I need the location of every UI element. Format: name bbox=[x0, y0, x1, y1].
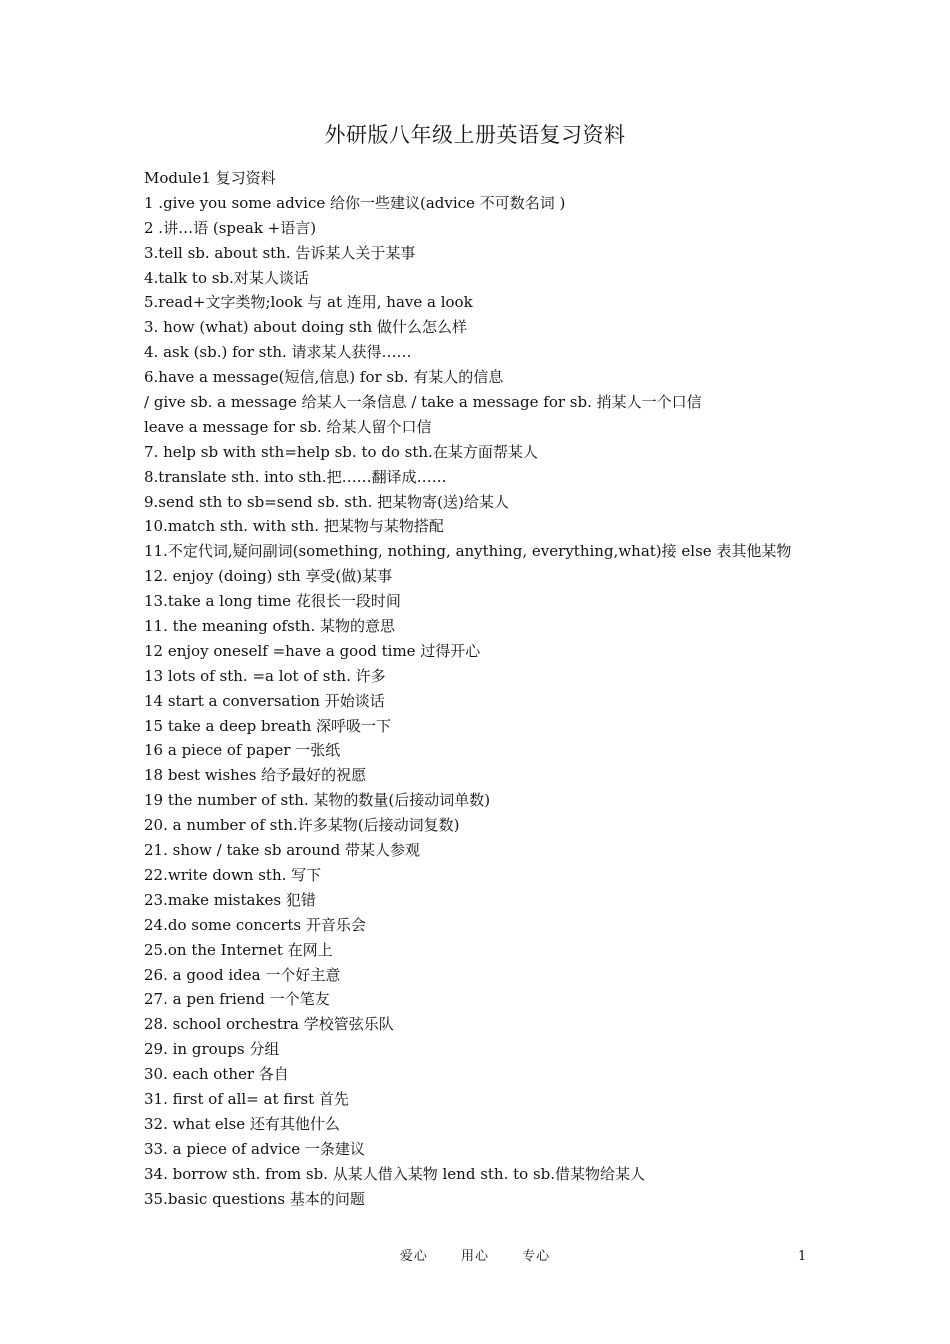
text-line: 11.不定代词,疑问副词(something, nothing, anything, everything,what)接 else 表其他某物 bbox=[144, 542, 792, 561]
footer-item: 专心 bbox=[522, 1249, 551, 1264]
text-line: 13 lots of sth. =a lot of sth. 许多 bbox=[144, 666, 386, 685]
text-line: 9.send sth to sb=send sb. sth. 把某物寄(送)给某人 bbox=[144, 492, 509, 511]
text-line: 19 the number of sth. 某物的数量(后接动词单数) bbox=[144, 791, 491, 810]
page-number: 1 bbox=[798, 1249, 807, 1264]
text-line: 4.talk to sb.对某人谈话 bbox=[144, 268, 309, 287]
text-line: 23.make mistakes 犯错 bbox=[144, 890, 316, 909]
text-line: 20. a number of sth.许多某物(后接动词复数) bbox=[144, 816, 460, 835]
text-line: 7. help sb with sth=help sb. to do sth.在某方面帮某人 bbox=[144, 442, 538, 461]
text-line: 24.do some concerts 开音乐会 bbox=[144, 915, 366, 934]
text-line: 3. how (what) about doing sth 做什么怎么样 bbox=[144, 318, 467, 337]
text-line: 21. show / take sb around 带某人参观 bbox=[144, 841, 421, 860]
page-footer bbox=[0, 1248, 950, 1266]
document-body bbox=[144, 166, 864, 1211]
text-line: 4. ask (sb.) for sth. 请求某人获得…… bbox=[144, 343, 412, 362]
text-line: 10.match sth. with sth. 把某物与某物搭配 bbox=[144, 517, 444, 536]
text-line: 5.read+文字类物;look 与 at 连用, have a look bbox=[144, 293, 473, 312]
text-line: 6.have a message(短信,信息) for sb. 有某人的信息 bbox=[144, 368, 504, 387]
text-line: Module1 复习资料 bbox=[144, 169, 276, 187]
text-line: 26. a good idea 一个好主意 bbox=[144, 965, 341, 984]
text-line: 33. a piece of advice 一条建议 bbox=[144, 1139, 365, 1158]
text-line: 8.translate sth. into sth.把……翻译成…… bbox=[144, 467, 447, 486]
footer-item: 爱心 bbox=[399, 1249, 428, 1264]
text-line: leave a message for sb. 给某人留个口信 bbox=[144, 417, 432, 436]
text-line: 2 .讲…语 (speak +语言) bbox=[144, 218, 317, 237]
text-line: 25.on the Internet 在网上 bbox=[144, 940, 333, 959]
text-line: 30. each other 各自 bbox=[144, 1065, 289, 1084]
text-line: 28. school orchestra 学校管弦乐队 bbox=[144, 1015, 394, 1034]
text-line: 12 enjoy oneself =have a good time 过得开心 bbox=[144, 641, 481, 660]
text-line: 32. what else 还有其他什么 bbox=[144, 1114, 340, 1133]
text-line: 27. a pen friend 一个笔友 bbox=[144, 990, 330, 1009]
text-line: 1 .give you some advice 给你一些建议(advice 不可数名词 ) bbox=[144, 193, 566, 212]
text-line: 34. borrow sth. from sb. 从某人借入某物 lend sth. to sb.借某物给某人 bbox=[144, 1164, 646, 1183]
text-line: 16 a piece of paper 一张纸 bbox=[144, 741, 341, 760]
text-line: 11. the meaning ofsth. 某物的意思 bbox=[144, 617, 395, 636]
footer-item: 用心 bbox=[460, 1249, 489, 1264]
text-line: 3.tell sb. about sth. 告诉某人关于某事 bbox=[144, 243, 416, 262]
text-line: 12. enjoy (doing) sth 享受(做)某事 bbox=[144, 567, 393, 586]
text-line: 35.basic questions 基本的问题 bbox=[144, 1189, 365, 1208]
text-line: 31. first of all= at first 首先 bbox=[144, 1089, 349, 1108]
text-line: 22.write down sth. 写下 bbox=[144, 865, 322, 884]
text-line: 15 take a deep breath 深呼吸一下 bbox=[144, 716, 392, 735]
text-line: 29. in groups 分组 bbox=[144, 1040, 280, 1059]
text-line: 18 best wishes 给予最好的祝愿 bbox=[144, 766, 367, 785]
text-line: 14 start a conversation 开始谈话 bbox=[144, 691, 385, 710]
document-title: 外研版八年级上册英语复习资料 bbox=[324, 123, 626, 147]
text-line: 13.take a long time 花很长一段时间 bbox=[144, 592, 401, 611]
text-line: / give sb. a message 给某人一条信息 / take a message for sb. 捎某人一个口信 bbox=[144, 393, 702, 412]
